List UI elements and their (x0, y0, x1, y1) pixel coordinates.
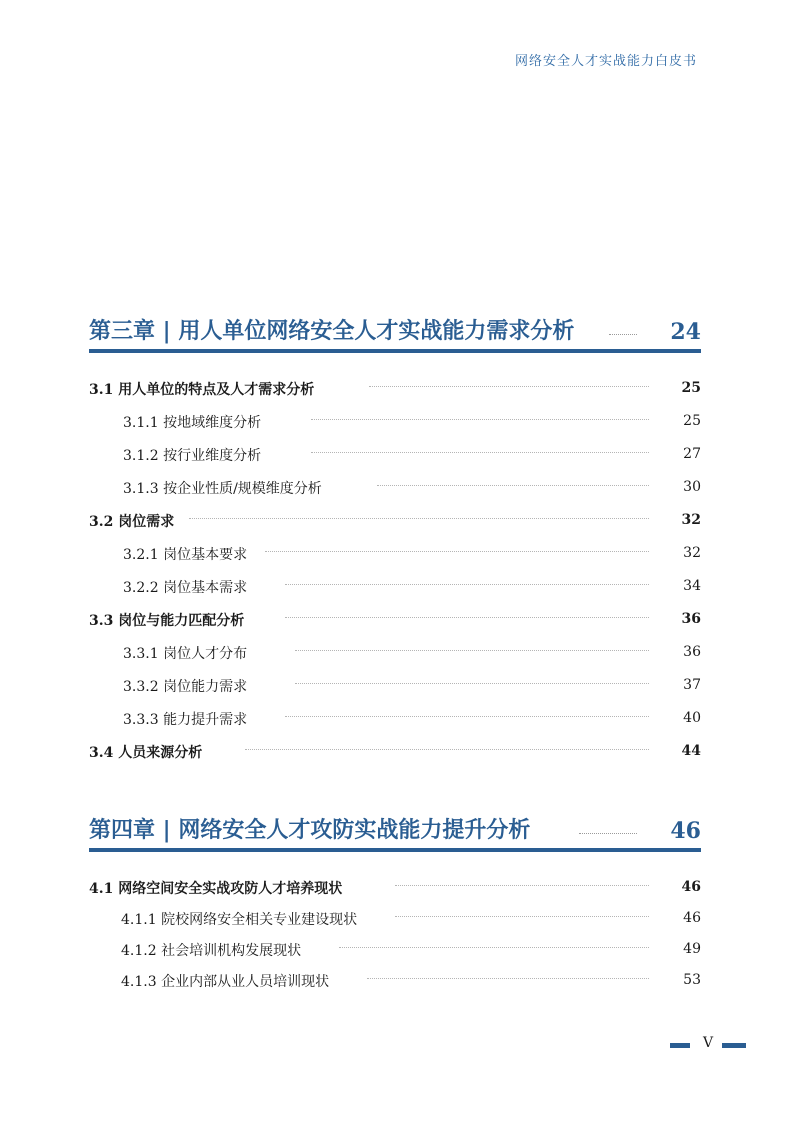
leader-dots (369, 386, 649, 387)
toc-entry[interactable] (89, 404, 701, 437)
leader-dots (377, 485, 649, 486)
leader-dots (295, 650, 649, 651)
leader-dots (609, 334, 637, 335)
toc-entry[interactable] (89, 870, 701, 901)
toc-entry[interactable] (89, 635, 701, 668)
toc-entry[interactable] (89, 470, 701, 503)
running-header-title: 网络安全人才实战能力白皮书 (514, 54, 697, 69)
chapter-title: 第三章 | 用人单位网络安全人才实战能力需求分析 (89, 314, 584, 345)
toc-entry-title: 3.2 岗位需求 (89, 511, 186, 531)
leader-dots (245, 749, 649, 750)
toc-entry-title: 3.3 岗位与能力匹配分析 (89, 610, 256, 630)
toc-entry-page: 37 (683, 677, 701, 693)
leader-dots (339, 947, 649, 948)
toc-entry-title: 3.2.2 岗位基本需求 (123, 577, 259, 597)
chapter-title: 第四章 | 网络安全人才攻防实战能力提升分析 (89, 813, 540, 844)
toc-chapter-3 (89, 313, 701, 767)
toc-entry-title: 3.4 人员来源分析 (89, 742, 214, 762)
toc-entry-page: 40 (683, 710, 701, 726)
toc-entry[interactable] (89, 536, 701, 569)
toc-entry-title: 3.1.1 按地域维度分析 (123, 412, 273, 432)
toc-entry-page: 53 (683, 972, 701, 988)
toc-entry-page: 44 (681, 743, 701, 759)
toc-entry-page: 30 (683, 479, 701, 495)
toc-entry-title: 3.3.3 能力提升需求 (123, 709, 259, 729)
leader-dots (395, 885, 649, 886)
toc-entry-title: 4.1.2 社会培训机构发展现状 (121, 940, 313, 960)
toc-entry-page: 36 (681, 611, 701, 627)
toc-entry-title: 3.3.1 岗位人才分布 (123, 643, 259, 663)
chapter-page-number: 24 (670, 319, 701, 345)
leader-dots (579, 833, 637, 834)
leader-dots (189, 518, 649, 519)
toc-entry-page: 32 (681, 512, 701, 528)
leader-dots (311, 452, 649, 453)
toc-entry-title: 3.1 用人单位的特点及人才需求分析 (89, 379, 326, 399)
toc-entry-title: 4.1.3 企业内部从业人员培训现状 (121, 971, 341, 991)
toc-entry[interactable] (89, 602, 701, 635)
toc-entry[interactable] (89, 371, 701, 404)
toc-entry-title: 3.3.2 岗位能力需求 (123, 676, 259, 696)
toc-entry-page: 34 (683, 578, 701, 594)
toc-entry-page: 49 (683, 941, 701, 957)
leader-dots (285, 716, 649, 717)
toc-entry-title: 4.1.1 院校网络安全相关专业建设现状 (121, 909, 369, 929)
leader-dots (285, 617, 649, 618)
toc-entry[interactable] (89, 668, 701, 701)
toc-entry-page: 27 (683, 446, 701, 462)
toc-entry-title: 3.1.2 按行业维度分析 (123, 445, 273, 465)
page-folio (670, 1037, 746, 1053)
folio-bar-right (722, 1043, 746, 1048)
leader-dots (311, 419, 649, 420)
toc-entry[interactable] (89, 932, 701, 963)
leader-dots (265, 551, 649, 552)
toc-entry[interactable] (89, 901, 701, 932)
leader-dots (295, 683, 649, 684)
toc-entry-title: 3.2.1 岗位基本要求 (123, 544, 259, 564)
leader-dots (395, 916, 649, 917)
toc-entry-title: 3.1.3 按企业性质/规模维度分析 (123, 478, 334, 498)
toc-entry-title: 4.1 网络空间安全实战攻防人才培养现状 (89, 878, 354, 898)
toc-entry-page: 46 (681, 879, 701, 895)
toc-entry-page: 36 (683, 644, 701, 660)
toc-entry[interactable] (89, 734, 701, 767)
toc-entry[interactable] (89, 701, 701, 734)
toc-entry[interactable] (89, 963, 701, 994)
toc-entry-page: 25 (681, 380, 701, 396)
leader-dots (285, 584, 649, 585)
toc-entry[interactable] (89, 503, 701, 536)
chapter-heading[interactable] (89, 812, 701, 852)
chapter-page-number: 46 (670, 818, 701, 844)
toc-entry-page: 46 (683, 910, 701, 926)
toc-entry-page: 25 (683, 413, 701, 429)
leader-dots (367, 978, 649, 979)
toc-entry[interactable] (89, 437, 701, 470)
toc-entry-page: 32 (683, 545, 701, 561)
toc-entry[interactable] (89, 569, 701, 602)
toc-chapter-4 (89, 812, 701, 994)
chapter-heading[interactable] (89, 313, 701, 353)
folio-number: V (702, 1035, 714, 1051)
